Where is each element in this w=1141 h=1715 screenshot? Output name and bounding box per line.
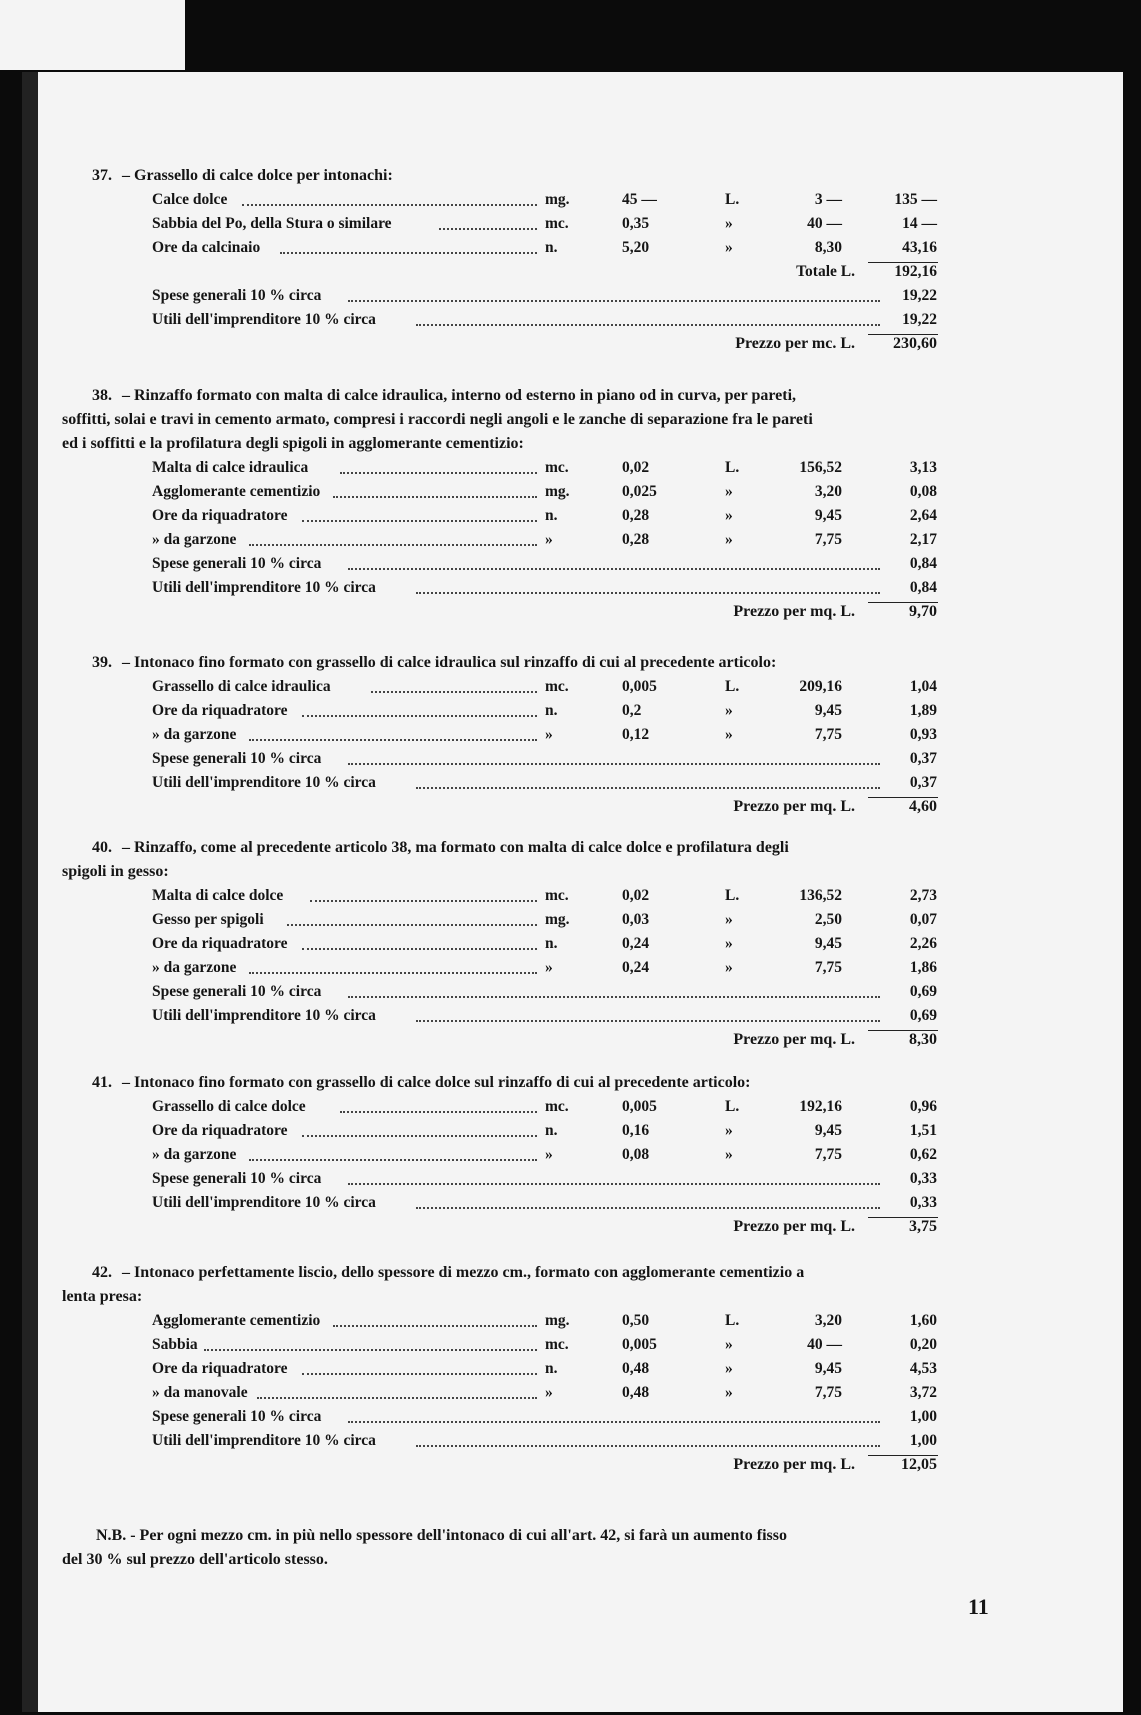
cost-row-currency: L. — [725, 1098, 740, 1115]
cost-row-price: 136,52 — [799, 887, 842, 904]
cost-row-label: » da garzone — [152, 1146, 237, 1163]
cost-row-price: 7,75 — [814, 959, 842, 976]
cost-row-amount: 0,62 — [909, 1146, 937, 1163]
cost-row-currency: » — [725, 507, 733, 524]
unit-price-label: Prezzo per mq. L. — [733, 798, 855, 815]
dot-leader — [249, 739, 537, 743]
cost-row-label: Sabbia del Po, della Stura o similare — [152, 215, 392, 232]
dot-leader — [302, 1373, 537, 1377]
cost-row-unit: » — [545, 531, 553, 548]
cost-row-currency: L. — [725, 459, 740, 476]
article-number: 41. — [92, 1074, 112, 1091]
cost-row-price: 40 — — [807, 1336, 842, 1353]
cost-row-amount: 1,51 — [909, 1122, 937, 1139]
cost-row-currency: » — [725, 531, 733, 548]
cost-row-currency: » — [725, 959, 733, 976]
cost-row-price: 40 — — [807, 215, 842, 232]
dot-leader — [249, 972, 537, 976]
cost-row-amount: 3,72 — [909, 1384, 937, 1401]
article-number: 39. — [92, 654, 112, 671]
cost-row-currency: » — [725, 935, 733, 952]
cost-row-qty: 0,28 — [622, 531, 650, 548]
cost-row-qty: 0,005 — [622, 1336, 657, 1353]
cost-row-label: Malta di calce dolce — [152, 887, 284, 904]
cost-row-currency: L. — [725, 678, 740, 695]
dot-leader — [348, 1421, 880, 1425]
dot-leader — [249, 544, 537, 548]
cost-row-label: Ore da riquadratore — [152, 702, 288, 719]
dot-leader — [287, 924, 537, 928]
cost-row-unit: mc. — [545, 678, 569, 695]
cost-row-amount: 0,20 — [909, 1336, 937, 1353]
cost-row-amount: 3,13 — [909, 459, 937, 476]
cost-row-qty: 45 — — [622, 191, 657, 208]
cost-row-label: Ore da riquadratore — [152, 1122, 288, 1139]
cost-row-unit: » — [545, 1384, 553, 1401]
cost-row-label: Gesso per spigoli — [152, 911, 264, 928]
overhead-label: Utili dell'imprenditore 10 % circa — [152, 1432, 376, 1449]
cost-row-price: 2,50 — [814, 911, 842, 928]
cost-row-price: 7,75 — [814, 1384, 842, 1401]
dot-leader — [204, 1349, 537, 1353]
dot-leader — [340, 1111, 537, 1115]
cost-row-qty: 0,08 — [622, 1146, 650, 1163]
cost-row-currency: » — [725, 483, 733, 500]
cost-row-label: Malta di calce idraulica — [152, 459, 309, 476]
cost-row-unit: mc. — [545, 459, 569, 476]
dot-leader — [348, 996, 880, 1000]
overhead-amount: 19,22 — [902, 311, 937, 328]
cost-row-amount: 4,53 — [909, 1360, 937, 1377]
unit-price-label: Prezzo per mq. L. — [733, 1031, 855, 1048]
cost-row-unit: mc. — [545, 887, 569, 904]
cost-row-price: 9,45 — [814, 935, 842, 952]
cost-row-amount: 14 — — [902, 215, 937, 232]
dot-leader — [416, 324, 880, 328]
cost-row-qty: 0,005 — [622, 678, 657, 695]
cost-row-label: Sabbia — [152, 1336, 198, 1353]
cost-row-price: 9,45 — [814, 1360, 842, 1377]
overhead-amount: 0,33 — [909, 1194, 937, 1211]
cost-row-currency: » — [725, 1384, 733, 1401]
overhead-amount: 0,69 — [909, 983, 937, 1000]
unit-price-value: 230,60 — [893, 335, 937, 352]
overhead-amount: 0,37 — [909, 750, 937, 767]
cost-row-amount: 1,04 — [909, 678, 937, 695]
cost-row-qty: 0,2 — [622, 702, 642, 719]
overhead-label: Utili dell'imprenditore 10 % circa — [152, 1194, 376, 1211]
cost-row-label: » da garzone — [152, 726, 237, 743]
overhead-amount: 0,37 — [909, 774, 937, 791]
cost-row-label: » da manovale — [152, 1384, 248, 1401]
article-heading: lenta presa: — [62, 1288, 143, 1305]
cost-row-qty: 0,35 — [622, 215, 650, 232]
cost-row-price: 192,16 — [799, 1098, 842, 1115]
cost-row-amount: 2,17 — [909, 531, 937, 548]
cost-row-unit: mg. — [545, 1312, 570, 1329]
cost-row-currency: L. — [725, 887, 740, 904]
overhead-amount: 0,84 — [909, 579, 937, 596]
cost-row-price: 9,45 — [814, 507, 842, 524]
cost-row-unit: n. — [545, 1360, 558, 1377]
dot-leader — [249, 1159, 537, 1163]
cost-row-currency: » — [725, 1146, 733, 1163]
article-heading: – Rinzaffo formato con malta di calce idraulica, interno od esterno in piano od in curva, per pareti, — [122, 387, 797, 404]
cost-row-unit: mc. — [545, 1336, 569, 1353]
dot-leader — [348, 568, 880, 572]
cost-row-currency: » — [725, 1122, 733, 1139]
cost-row-unit: n. — [545, 1122, 558, 1139]
cost-row-qty: 0,02 — [622, 459, 650, 476]
dot-leader — [416, 592, 880, 596]
unit-price-label: Prezzo per mq. L. — [733, 603, 855, 620]
cost-row-unit: n. — [545, 239, 558, 256]
cost-row-qty: 0,48 — [622, 1384, 650, 1401]
overhead-amount: 0,33 — [909, 1170, 937, 1187]
cost-row-qty: 0,03 — [622, 911, 650, 928]
unit-price-value: 4,60 — [909, 798, 937, 815]
cost-row-unit: » — [545, 1146, 553, 1163]
article-heading: spigoli in gesso: — [62, 863, 169, 880]
article-heading: – Intonaco fino formato con grassello di calce dolce sul rinzaffo di cui al precedente articolo: — [122, 1074, 751, 1091]
article-heading: – Intonaco fino formato con grassello di calce idraulica sul rinzaffo di cui al precedente articolo: — [122, 654, 777, 671]
cost-row-qty: 0,12 — [622, 726, 650, 743]
cost-row-amount: 1,89 — [909, 702, 937, 719]
note-text: N.B. - Per ogni mezzo cm. in più nello spessore dell'intonaco di cui all'art. 42, si farà un aumento fisso — [96, 1527, 787, 1544]
cost-row-price: 9,45 — [814, 1122, 842, 1139]
overhead-amount: 0,69 — [909, 1007, 937, 1024]
cost-row-price: 7,75 — [814, 531, 842, 548]
dot-leader — [333, 1325, 537, 1329]
cost-row-label: Agglomerante cementizio — [152, 483, 321, 500]
cost-row-amount: 1,86 — [909, 959, 937, 976]
cost-row-label: Ore da calcinaio — [152, 239, 261, 256]
cost-row-label: Agglomerante cementizio — [152, 1312, 321, 1329]
cost-row-label: » da garzone — [152, 959, 237, 976]
cost-row-qty: 0,28 — [622, 507, 650, 524]
cost-row-amount: 135 — — [894, 191, 937, 208]
cost-row-amount: 0,08 — [909, 483, 937, 500]
cost-row-qty: 0,025 — [622, 483, 657, 500]
overhead-label: Utili dell'imprenditore 10 % circa — [152, 579, 376, 596]
article-heading: – Rinzaffo, come al precedente articolo 38, ma formato con malta di calce dolce e profilatura degli — [122, 839, 789, 856]
cost-row-price: 156,52 — [799, 459, 842, 476]
dot-leader — [348, 763, 880, 767]
note-text: del 30 % sul prezzo dell'articolo stesso. — [62, 1551, 328, 1568]
article-number: 42. — [92, 1264, 112, 1281]
cost-row-label: Ore da riquadratore — [152, 1360, 288, 1377]
cost-row-currency: » — [725, 215, 733, 232]
cost-row-amount: 2,73 — [909, 887, 937, 904]
cost-row-qty: 0,24 — [622, 935, 650, 952]
cost-row-currency: » — [725, 239, 733, 256]
cost-row-price: 9,45 — [814, 702, 842, 719]
dot-leader — [333, 496, 537, 500]
cost-row-currency: » — [725, 726, 733, 743]
unit-price-value: 8,30 — [909, 1031, 937, 1048]
cost-row-amount: 0,96 — [909, 1098, 937, 1115]
cost-row-label: Ore da riquadratore — [152, 935, 288, 952]
cost-row-amount: 2,26 — [909, 935, 937, 952]
cost-row-unit: » — [545, 959, 553, 976]
cost-row-unit: n. — [545, 507, 558, 524]
dot-leader — [416, 787, 880, 791]
cost-row-unit: mg. — [545, 483, 570, 500]
subtotal-value: 192,16 — [894, 263, 937, 280]
cost-row-currency: » — [725, 1360, 733, 1377]
dot-leader — [416, 1020, 880, 1024]
dot-leader — [340, 472, 537, 476]
cost-row-label: Grassello di calce dolce — [152, 1098, 306, 1115]
cost-row-currency: » — [725, 1336, 733, 1353]
cost-row-qty: 0,16 — [622, 1122, 650, 1139]
unit-price-value: 12,05 — [901, 1456, 937, 1473]
overhead-amount: 1,00 — [909, 1408, 937, 1425]
cost-row-unit: mc. — [545, 215, 569, 232]
subtotal-label: Totale L. — [796, 263, 855, 280]
overhead-label: Utili dell'imprenditore 10 % circa — [152, 1007, 376, 1024]
dot-leader — [302, 715, 537, 719]
cost-row-price: 3,20 — [814, 1312, 842, 1329]
dot-leader — [416, 1445, 880, 1449]
article-heading: soffitti, solai e travi in cemento armato, compresi i raccordi negli angoli e le zanche di separazione fra le pareti — [62, 411, 813, 428]
cost-row-unit: » — [545, 726, 553, 743]
cost-row-unit: mg. — [545, 911, 570, 928]
cost-row-price: 3 — — [814, 191, 842, 208]
overhead-label: Utili dell'imprenditore 10 % circa — [152, 311, 376, 328]
cost-row-amount: 2,64 — [909, 507, 937, 524]
dot-leader — [439, 228, 537, 232]
cost-row-price: 3,20 — [814, 483, 842, 500]
dot-leader — [348, 1183, 880, 1187]
cost-row-qty: 0,02 — [622, 887, 650, 904]
overhead-amount: 1,00 — [909, 1432, 937, 1449]
dot-leader — [302, 1135, 537, 1139]
cost-row-qty: 0,48 — [622, 1360, 650, 1377]
overhead-amount: 19,22 — [902, 287, 937, 304]
dot-leader — [257, 1397, 537, 1401]
dot-leader — [348, 300, 880, 304]
cost-row-unit: n. — [545, 935, 558, 952]
cost-row-unit: mg. — [545, 191, 570, 208]
cost-row-currency: L. — [725, 191, 740, 208]
cost-row-amount: 0,93 — [909, 726, 937, 743]
article-heading: ed i soffitti e la profilatura degli spigoli in agglomerante cementizio: — [62, 435, 524, 452]
unit-price-label: Prezzo per mq. L. — [733, 1456, 855, 1473]
cost-row-qty: 5,20 — [622, 239, 650, 256]
overhead-label: Spese generali 10 % circa — [152, 1170, 322, 1187]
cost-row-price: 7,75 — [814, 1146, 842, 1163]
dot-leader — [280, 252, 537, 256]
cost-row-label: Grassello di calce idraulica — [152, 678, 331, 695]
overhead-label: Spese generali 10 % circa — [152, 1408, 322, 1425]
cost-row-label: Calce dolce — [152, 191, 228, 208]
dot-leader — [416, 1207, 880, 1211]
cost-row-amount: 43,16 — [902, 239, 937, 256]
unit-price-value: 3,75 — [909, 1218, 937, 1235]
cost-row-price: 7,75 — [814, 726, 842, 743]
article-number: 38. — [92, 387, 112, 404]
cost-row-unit: n. — [545, 702, 558, 719]
dot-leader — [302, 520, 537, 524]
cost-row-qty: 0,24 — [622, 959, 650, 976]
article-number: 37. — [92, 167, 112, 184]
unit-price-label: Prezzo per mc. L. — [735, 335, 855, 352]
overhead-label: Spese generali 10 % circa — [152, 555, 322, 572]
cost-row-currency: » — [725, 911, 733, 928]
article-heading: – Intonaco perfettamente liscio, dello spessore di mezzo cm., formato con agglomerante cementizio a — [122, 1264, 805, 1281]
overhead-amount: 0,84 — [909, 555, 937, 572]
overhead-label: Spese generali 10 % circa — [152, 983, 322, 1000]
dot-leader — [302, 948, 537, 952]
cost-row-price: 8,30 — [814, 239, 842, 256]
cost-row-amount: 0,07 — [909, 911, 937, 928]
cost-row-amount: 1,60 — [909, 1312, 937, 1329]
cost-row-label: Ore da riquadratore — [152, 507, 288, 524]
cost-row-currency: » — [725, 702, 733, 719]
article-number: 40. — [92, 839, 112, 856]
unit-price-value: 9,70 — [909, 603, 937, 620]
cost-row-currency: L. — [725, 1312, 740, 1329]
cost-row-qty: 0,50 — [622, 1312, 650, 1329]
unit-price-label: Prezzo per mq. L. — [733, 1218, 855, 1235]
dot-leader — [371, 691, 537, 695]
overhead-label: Spese generali 10 % circa — [152, 287, 322, 304]
cost-row-unit: mc. — [545, 1098, 569, 1115]
cost-row-label: » da garzone — [152, 531, 237, 548]
cost-row-qty: 0,005 — [622, 1098, 657, 1115]
dot-leader — [242, 204, 537, 208]
article-heading: – Grassello di calce dolce per intonachi: — [122, 167, 393, 184]
overhead-label: Utili dell'imprenditore 10 % circa — [152, 774, 376, 791]
overhead-label: Spese generali 10 % circa — [152, 750, 322, 767]
dot-leader — [310, 900, 537, 904]
page-number: 11 — [968, 1594, 989, 1619]
cost-row-price: 209,16 — [799, 678, 842, 695]
